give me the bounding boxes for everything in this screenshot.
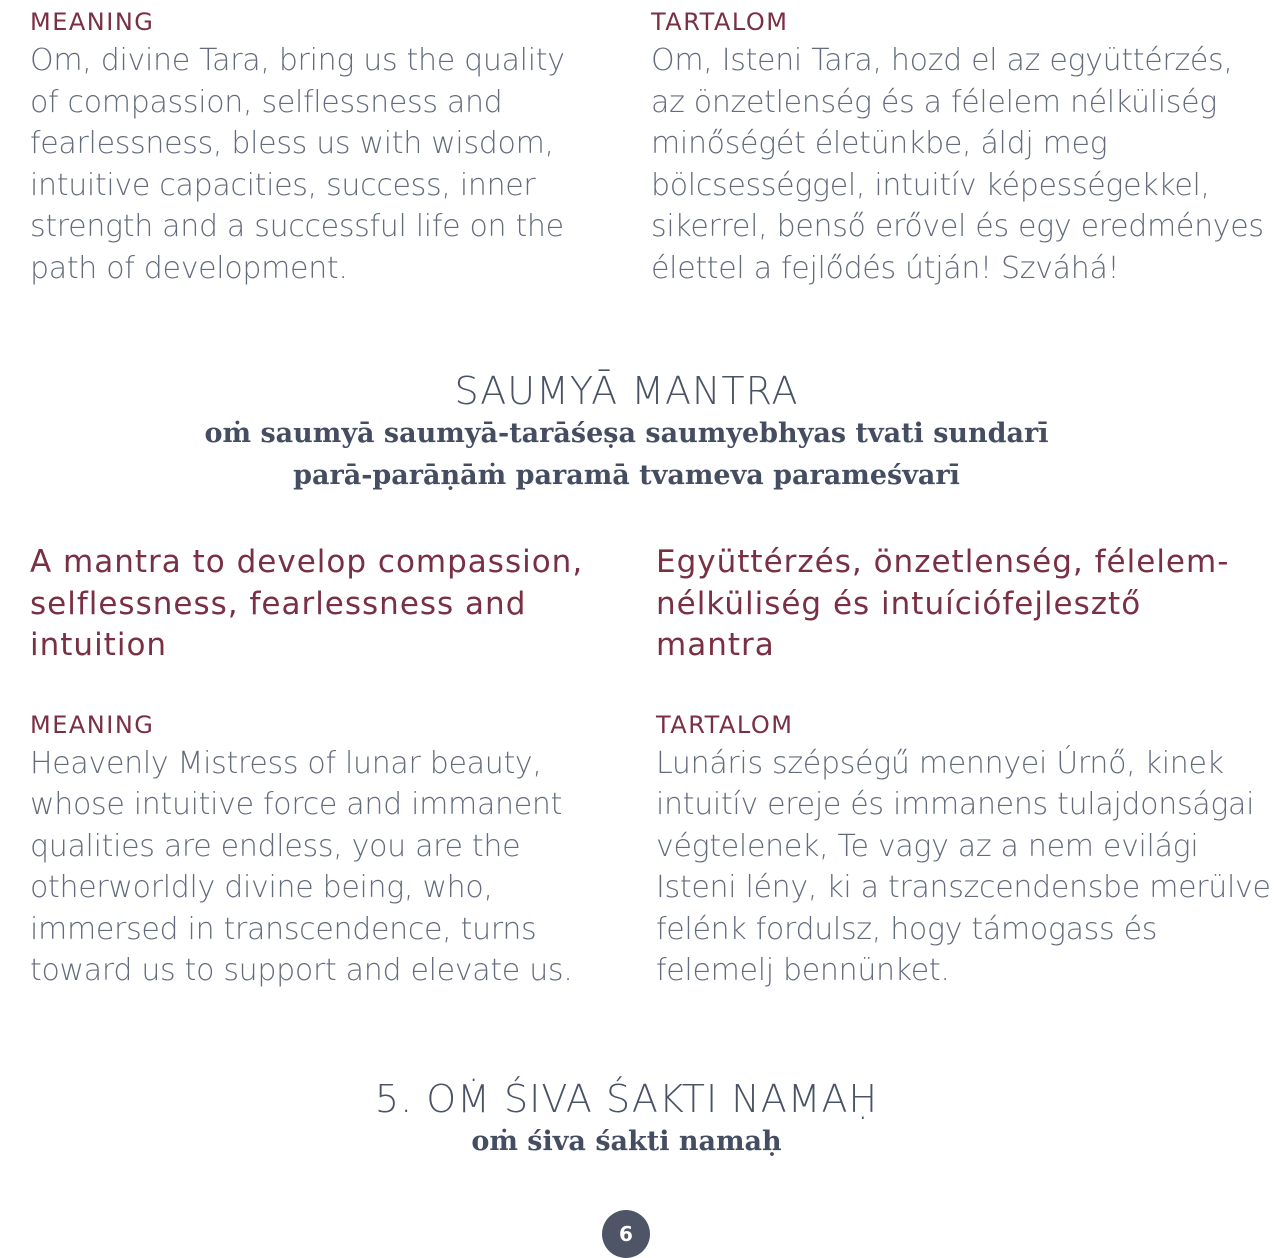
mantra-heading: [656, 542, 1271, 667]
text-line: qualities are endless, you are the: [30, 828, 521, 864]
tartalom-column-hu-1: [651, 8, 1271, 290]
tartalom-text: [651, 40, 1271, 290]
meaning-label: MEANING: [30, 8, 155, 36]
text-line: sikerrel, benső erővel és egy eredményes: [651, 209, 1264, 245]
text-line: felemelj bennünket.: [656, 953, 950, 989]
heading-line: intuition: [30, 627, 168, 663]
heading-line: mantra: [656, 627, 775, 663]
text-line: whose intuitive force and immanent: [30, 787, 563, 823]
meaning-text: [30, 743, 610, 993]
text-line: Om, Isteni Tara, hozd el az együttérzés,: [651, 43, 1233, 78]
meaning-text: [30, 40, 590, 290]
saumya-column-hu: [656, 542, 1271, 992]
text-line: immersed in transcendence, turns: [30, 911, 537, 947]
meaning-label: MEANING: [30, 710, 155, 739]
text-line: felénk fordulsz, hogy támogass és: [656, 911, 1158, 947]
text-line: végtelenek, Te vagy az a nem evilági: [656, 828, 1199, 864]
tartalom-text: [656, 743, 1271, 993]
section-5-title: 5. OṀ ŚIVA ŚAKTI NAMAḤ: [374, 1077, 879, 1121]
mantra-heading: [30, 542, 610, 667]
text-line: intuitive capacities, success, inner: [30, 167, 536, 203]
tartalom-label: TARTALOM: [656, 710, 794, 739]
heading-line: Együttérzés, önzetlenség, félelem-: [656, 544, 1230, 580]
text-line: Lunáris szépségű mennyei Úrnő, kinek: [656, 745, 1224, 781]
heading-line: nélküliség és intuíciófejlesztő: [656, 585, 1142, 622]
text-line: of compassion, selflessness and: [30, 84, 503, 120]
text-line: intuitív ereje és immanens tulajdonságai: [656, 787, 1255, 823]
section-5-mantra: oṁ śiva śakti namaḥ: [471, 1126, 782, 1157]
tartalom-label: TARTALOM: [651, 8, 789, 36]
page-number-badge: 6: [602, 1210, 650, 1258]
text-line: Isteni lény, ki a transzcendensbe merülve: [656, 870, 1271, 906]
text-line: Om, divine Tara, bring us the quality: [30, 43, 565, 78]
heading-line: A mantra to develop compassion,: [30, 544, 584, 580]
text-line: Heavenly Mistress of lunar beauty,: [30, 745, 542, 781]
saumya-mantra-title: SAUMYĀ MANTRA: [454, 369, 799, 413]
text-line: fearlessness, bless us with wisdom,: [30, 126, 554, 162]
text-line: strength and a successful life on the: [30, 209, 564, 245]
text-line: élettel a fejlődés útján! Szváhá!: [651, 250, 1120, 286]
meaning-column-en-1: [30, 8, 590, 290]
mantra-line: parā-parāṇāṁ paramā tvameva parameśvarī: [293, 460, 960, 491]
heading-line: selflessness, fearlessness and: [30, 585, 527, 622]
text-line: otherworldly divine being, who,: [30, 870, 493, 906]
text-line: bölcsességgel, intuitív képességekkel,: [651, 167, 1210, 203]
text-line: az önzetlenség és a félelem nélküliség: [651, 84, 1217, 120]
text-line: path of development.: [30, 250, 348, 286]
text-line: toward us to support and elevate us.: [30, 953, 573, 989]
saumya-column-en: [30, 542, 610, 992]
mantra-line: oṁ saumyā saumyā-tarāśeṣa saumyebhyas tvati sundarī: [204, 418, 1049, 449]
text-line: minőségét életünkbe, áldj meg: [651, 126, 1108, 162]
